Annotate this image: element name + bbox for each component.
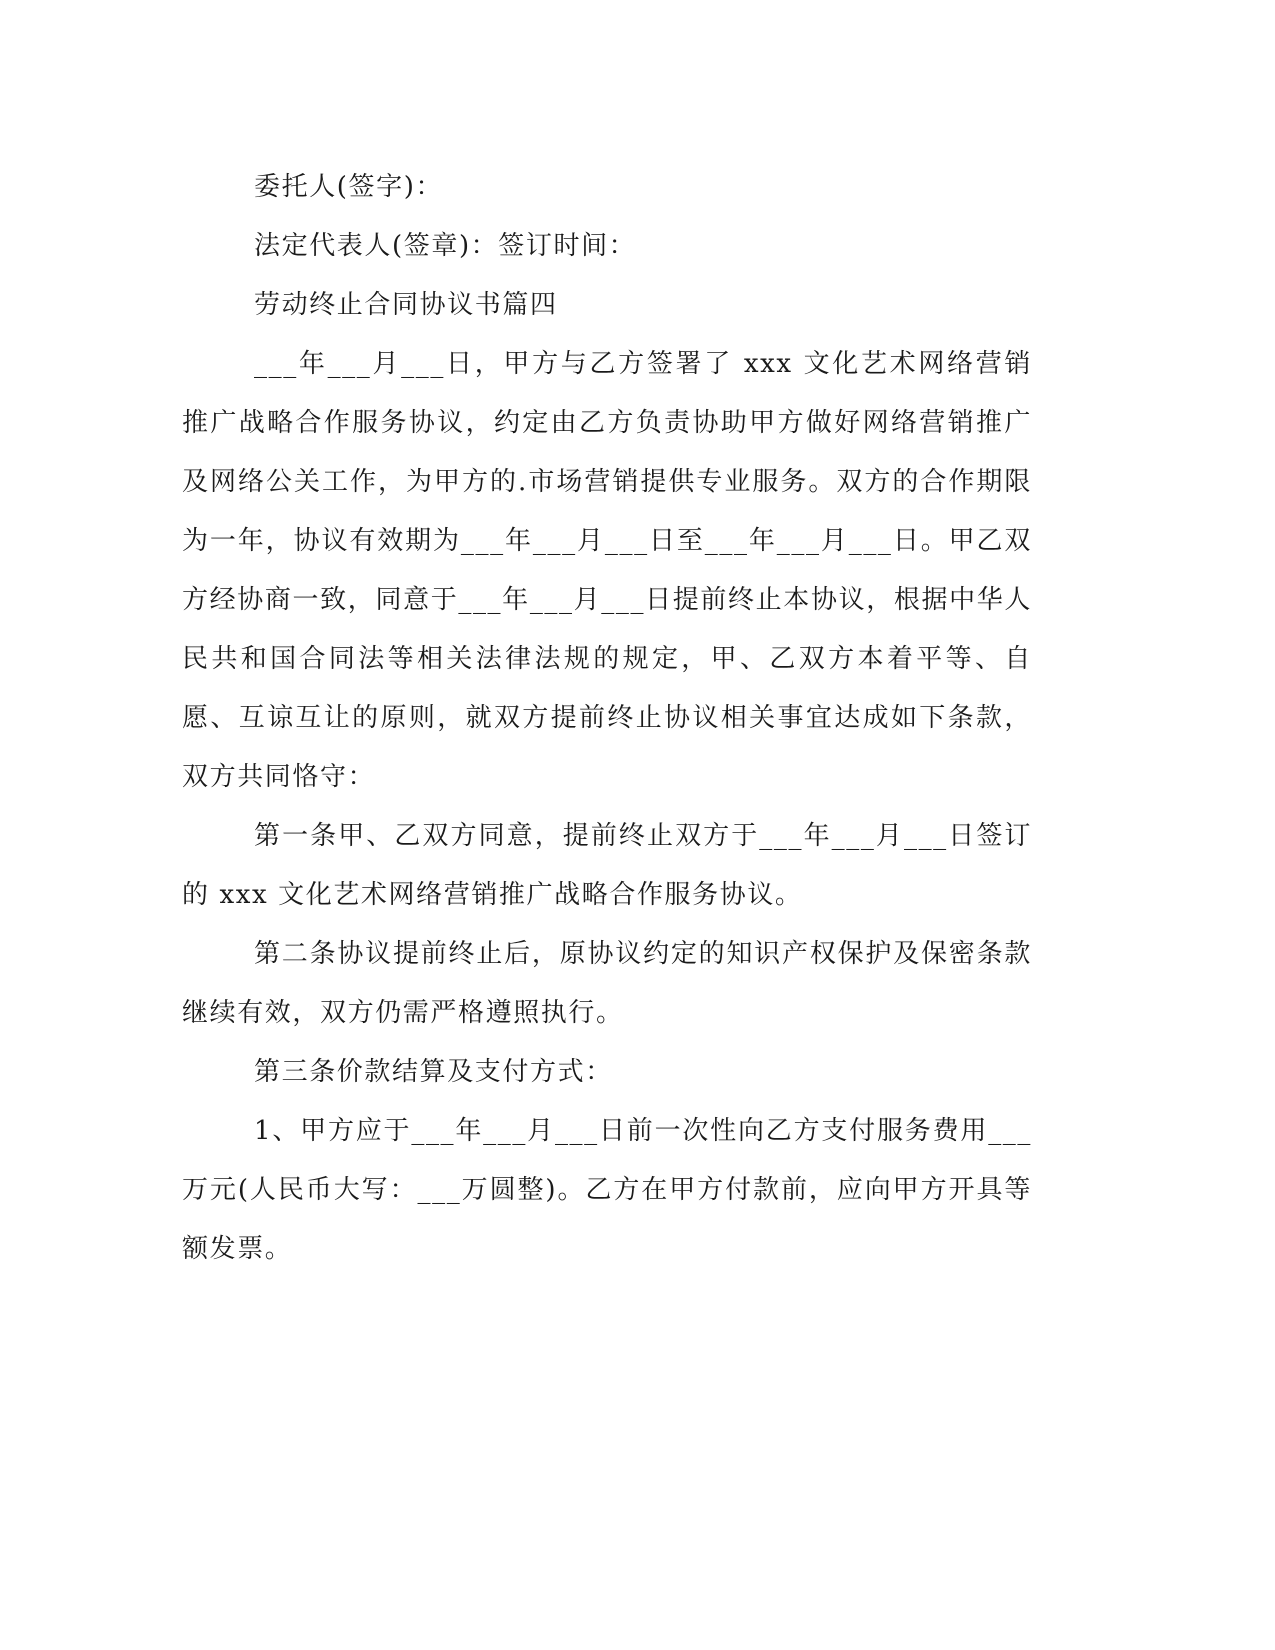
payment-clause-paragraph: 1、甲方应于___年___月___日前一次性向乙方支付服务费用___万元(人民币大写：___万圆整)。乙方在甲方付款前，应向甲方开具等额发票。 bbox=[182, 1116, 1032, 1264]
article-one-paragraph: 第一条甲、乙双方同意，提前终止双方于___年___月___日签订的 xxx 文化艺术网络营销推广战略合作服务协议。 bbox=[182, 821, 1032, 910]
legal-representative-line: 法定代表人(签章)：签订时间： bbox=[254, 231, 637, 261]
section-heading: 劳动终止合同协议书篇四 bbox=[254, 290, 558, 320]
document-body bbox=[182, 158, 1032, 1279]
article-two-paragraph: 第二条协议提前终止后，原协议约定的知识产权保护及保密条款继续有效，双方仍需严格遵照执行。 bbox=[182, 939, 1032, 1028]
article-three-heading: 第三条价款结算及支付方式： bbox=[254, 1057, 613, 1087]
client-signature-line: 委托人(签字)： bbox=[254, 172, 444, 202]
agreement-intro-paragraph: ___年___月___日，甲方与乙方签署了 xxx 文化艺术网络营销推广战略合作服务协议，约定由乙方负责协助甲方做好网络营销推广及网络公关工作，为甲方的.市场营销提供专业服务。双方的合作期限为一年，协议有效期为___年___月___日至___年___月___日。甲乙双方经协商一致，同意于___年___月___日提前终止本协议，根据中华人民共和国合同法等相关法律法规的规定，甲、乙双方本着平等、自愿、互谅互让的原则，就双方提前终止协议相关事宜达成如下条款，双方共同恪守： bbox=[182, 349, 1032, 792]
